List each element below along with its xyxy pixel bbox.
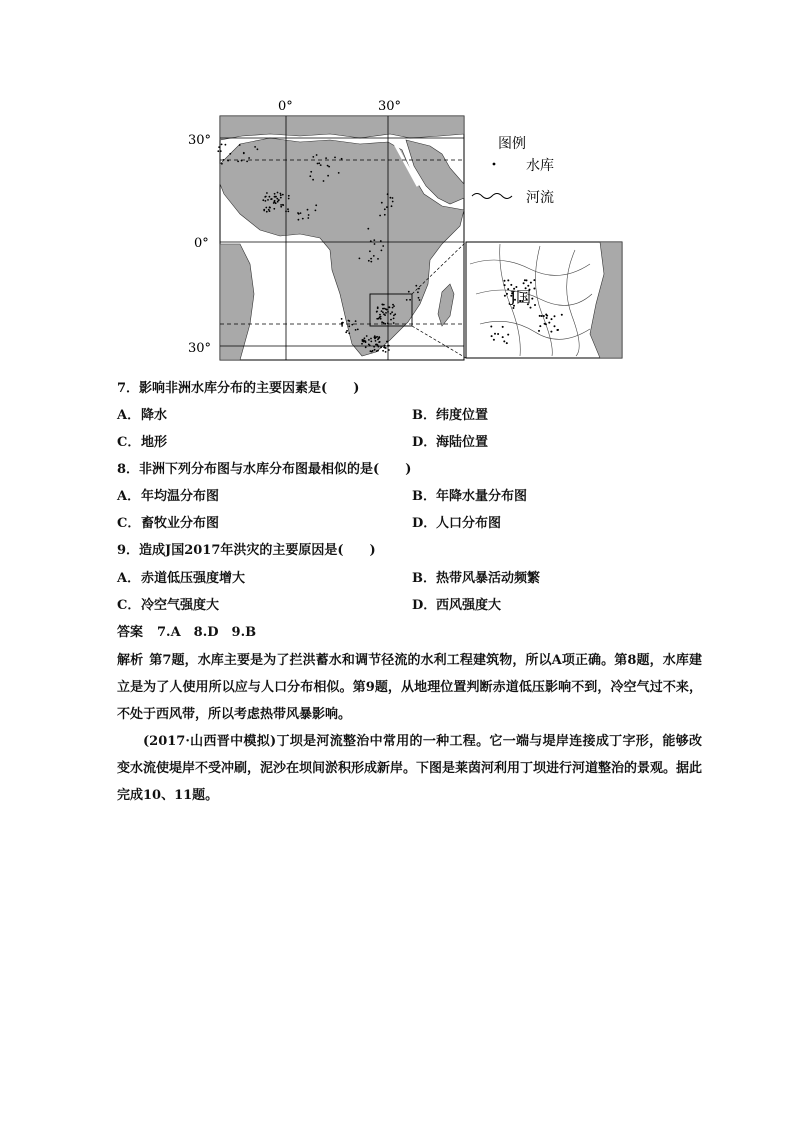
reservoir-dot xyxy=(376,311,378,313)
reservoir-dot xyxy=(298,219,300,221)
reservoir-dot xyxy=(274,200,276,202)
reservoir-dot xyxy=(287,211,289,213)
reservoir-dot xyxy=(378,346,380,348)
inset-reservoir-dot xyxy=(504,280,506,282)
reservoir-dot xyxy=(227,160,229,162)
reservoir-dot xyxy=(315,204,317,206)
inset-reservoir-dot xyxy=(550,331,552,333)
reservoir-dot xyxy=(392,304,394,306)
answer-label: 答案 xyxy=(117,625,144,640)
option-letter: B． xyxy=(412,571,436,586)
reservoir-dot xyxy=(237,161,239,163)
reservoir-dot xyxy=(388,349,390,351)
reservoir-dot xyxy=(270,198,272,200)
lat-label-30s: 30° xyxy=(188,341,212,356)
option-text: 西风强度大 xyxy=(436,598,502,613)
reservoir-dot xyxy=(246,161,248,163)
reservoir-dot xyxy=(248,157,250,159)
inset-reservoir-dot xyxy=(493,339,495,341)
q8-option-d xyxy=(412,515,501,533)
reservoir-dot xyxy=(370,258,372,260)
reservoir-dot xyxy=(223,159,225,161)
reservoir-dot xyxy=(374,335,376,337)
reservoir-dot xyxy=(368,344,370,346)
inset-reservoir-dot xyxy=(557,329,559,331)
reservoir-dot xyxy=(393,318,395,320)
option-letter: A． xyxy=(117,408,141,423)
reservoir-dot xyxy=(239,144,241,146)
reservoir-dot xyxy=(380,316,382,318)
reservoir-dot xyxy=(341,322,343,324)
reservoir-dot xyxy=(385,347,387,349)
option-text: 海陆位置 xyxy=(436,435,489,450)
reservoir-dot xyxy=(367,228,369,230)
option-letter: A． xyxy=(117,571,141,586)
reservoir-dot xyxy=(320,164,322,166)
inset-reservoir-dot xyxy=(507,288,509,290)
reservoir-dot xyxy=(370,350,372,352)
inset-reservoir-dot xyxy=(507,279,509,281)
reservoir-dot xyxy=(217,150,219,152)
reservoir-dot xyxy=(351,324,353,326)
reservoir-dot xyxy=(243,153,245,155)
reservoir-dot xyxy=(276,198,278,200)
reservoir-dot xyxy=(341,158,343,160)
q9-option-d xyxy=(412,597,501,615)
reservoir-dot xyxy=(392,201,394,203)
reservoir-dot xyxy=(280,204,282,206)
lon-label-30: 30° xyxy=(378,99,402,114)
reservoir-dot xyxy=(380,346,382,348)
reservoir-dot xyxy=(300,212,302,214)
reservoir-dot xyxy=(229,153,231,155)
reservoir-dot xyxy=(368,260,370,262)
reservoir-dot xyxy=(280,193,282,195)
reservoir-dot xyxy=(310,171,312,173)
reservoir-dot xyxy=(348,320,350,322)
q9-option-a xyxy=(117,570,245,588)
option-letter: D． xyxy=(412,516,437,531)
inset-reservoir-dot xyxy=(506,293,508,295)
inset-reservoir-dot xyxy=(507,334,509,336)
reservoir-dot xyxy=(392,197,394,199)
reservoir-dot xyxy=(221,163,223,165)
option-text: 纬度位置 xyxy=(436,408,489,423)
reservoir-dot xyxy=(327,175,329,177)
reservoir-dot xyxy=(287,208,289,210)
question-8-stem: 8．非洲下列分布图与水库分布图最相似的是( ) xyxy=(117,462,412,477)
reservoir-dot xyxy=(385,351,387,353)
reservoir-dot xyxy=(382,245,384,247)
reservoir-dot xyxy=(373,346,375,348)
inset-reservoir-dot xyxy=(506,342,508,344)
reservoir-dot xyxy=(225,144,227,146)
reservoir-dot xyxy=(278,199,280,201)
reservoir-dot xyxy=(390,313,392,315)
reservoir-dot xyxy=(308,214,310,216)
reservoir-dot xyxy=(274,196,276,198)
reservoir-dot xyxy=(389,307,391,309)
reservoir-dot xyxy=(241,160,243,162)
reservoir-dot xyxy=(365,340,367,342)
inset-reservoir-dot xyxy=(504,295,506,297)
inset-reservoir-dot xyxy=(531,298,533,300)
reservoir-dot xyxy=(273,208,275,210)
reservoir-dot xyxy=(382,350,384,352)
answer-line xyxy=(117,624,256,642)
reservoir-dot xyxy=(282,204,284,206)
reservoir-dot xyxy=(370,261,372,263)
lon-label-0: 0° xyxy=(278,99,293,114)
reservoir-dot xyxy=(406,299,408,301)
lat-label-0: 0° xyxy=(194,236,209,251)
reservoir-dot xyxy=(381,250,383,252)
reservoir-dot xyxy=(369,250,371,252)
reservoir-dot xyxy=(393,305,395,307)
reservoir-dot xyxy=(387,193,389,195)
reservoir-dot xyxy=(282,194,284,196)
analysis-paragraph xyxy=(117,647,702,728)
answer-text: 7.A 8.D 9.B xyxy=(157,625,257,640)
reservoir-dot xyxy=(348,325,350,327)
reservoir-dot xyxy=(380,318,382,320)
q8-option-b xyxy=(412,488,527,506)
reservoir-dot xyxy=(317,163,319,165)
reservoir-dot xyxy=(409,299,411,301)
reservoir-dot xyxy=(262,199,264,201)
reservoir-dot xyxy=(280,197,282,199)
reservoir-dot xyxy=(373,239,375,241)
reservoir-legend-icon xyxy=(493,163,496,166)
reservoir-dot xyxy=(392,307,394,309)
q8-option-c xyxy=(117,515,219,533)
reservoir-dot xyxy=(288,195,290,197)
q9-option-b xyxy=(412,570,540,588)
reservoir-dot xyxy=(357,329,359,331)
legend-reservoir: 水库 xyxy=(526,158,554,174)
reservoir-dot xyxy=(265,196,267,198)
reservoir-dot xyxy=(277,192,279,194)
reservoir-dot xyxy=(298,213,300,215)
reservoir-dot xyxy=(263,210,265,212)
reservoir-dot xyxy=(328,166,330,168)
inset-reservoir-dot xyxy=(490,326,492,328)
reservoir-dot xyxy=(382,308,384,310)
reservoir-dot xyxy=(384,323,386,325)
lat-label-30n: 30° xyxy=(188,133,212,148)
inset-reservoir-dot xyxy=(543,315,545,317)
reservoir-dot xyxy=(316,154,318,156)
reservoir-dot xyxy=(355,329,357,331)
reservoir-dot xyxy=(221,144,223,146)
reservoir-dot xyxy=(266,192,268,194)
inset-reservoir-dot xyxy=(494,333,496,335)
reservoir-dot xyxy=(391,205,393,207)
option-text: 人口分布图 xyxy=(436,516,502,531)
option-text: 畜牧业分布图 xyxy=(141,516,220,531)
inset-reservoir-dot xyxy=(561,314,563,316)
reservoir-dot xyxy=(341,325,343,327)
inset-reservoir-dot xyxy=(554,325,556,327)
option-letter: D． xyxy=(412,598,437,613)
reservoir-dot xyxy=(408,291,410,293)
reservoir-dot xyxy=(370,338,372,340)
reservoir-dot xyxy=(341,323,343,325)
reservoir-dot xyxy=(315,210,317,212)
reservoir-dot xyxy=(365,346,367,348)
q7-option-d xyxy=(412,434,488,452)
reservoir-dot xyxy=(327,165,329,167)
legend-title: 图例 xyxy=(498,136,526,152)
intro-paragraph: (2017·山西晋中模拟)丁坝是河流整治中常用的一种工程。它一端与堤岸连接成丁字形，能够改变水流使堤岸不受冲刷，泥沙在坝间淤积形成新岸。下图是莱茵河利用丁坝进行河道整治的景观。据此完成10、11题。 xyxy=(117,734,703,803)
option-letter: C． xyxy=(117,598,141,613)
option-text: 赤道低压强度增大 xyxy=(141,571,246,586)
reservoir-dot xyxy=(417,291,419,293)
river-legend-icon xyxy=(472,194,512,199)
reservoir-dot xyxy=(285,211,287,213)
reservoir-dot xyxy=(288,198,290,200)
reservoir-dot xyxy=(375,344,377,346)
reservoir-dot xyxy=(386,206,388,208)
reservoir-dot xyxy=(374,349,376,351)
q9-option-c xyxy=(117,597,219,615)
reservoir-dot xyxy=(338,172,340,174)
reservoir-dot xyxy=(390,197,392,199)
inset-reservoir-dot xyxy=(504,284,506,286)
option-text: 年降水量分布图 xyxy=(436,489,528,504)
reservoir-dot xyxy=(380,240,382,242)
analysis-label: 解析 xyxy=(117,653,144,668)
inset-reservoir-dot xyxy=(491,335,493,337)
reservoir-dot xyxy=(381,202,383,204)
reservoir-dot xyxy=(265,207,267,209)
inset-reservoir-dot xyxy=(502,336,504,338)
reservoir-dot xyxy=(386,341,388,343)
reservoir-dot xyxy=(376,350,378,352)
reservoir-dot xyxy=(385,312,387,314)
reservoir-dot xyxy=(382,311,384,313)
reservoir-dot xyxy=(280,194,282,196)
reservoir-dot xyxy=(346,330,348,332)
inset-reservoir-dot xyxy=(533,288,535,290)
reservoir-dot xyxy=(359,258,361,260)
option-text: 地形 xyxy=(141,435,168,450)
reservoir-dot xyxy=(418,297,420,299)
inset-reservoir-dot xyxy=(512,307,514,309)
q8-option-a xyxy=(117,488,219,506)
reservoir-dot xyxy=(377,258,379,260)
inset-reservoir-dot xyxy=(502,326,504,328)
reservoir-dot xyxy=(393,322,395,324)
inset-map xyxy=(466,242,622,358)
reservoir-dot xyxy=(368,339,370,341)
reservoir-dot xyxy=(274,193,276,195)
reservoir-dot xyxy=(267,199,269,201)
reservoir-dot xyxy=(370,240,372,242)
reservoir-dot xyxy=(377,307,379,309)
inset-reservoir-dot xyxy=(538,330,540,332)
reservoir-dot xyxy=(277,201,279,203)
reservoir-dot xyxy=(269,210,271,212)
reservoir-dot xyxy=(318,162,320,164)
reservoir-dot xyxy=(218,146,220,148)
reservoir-dot xyxy=(312,156,314,158)
reservoir-dot xyxy=(383,322,385,324)
question-9-stem: 9．造成J国2017年洪灾的主要原因是( ) xyxy=(117,543,376,558)
reservoir-dot xyxy=(309,175,311,177)
inset-reservoir-dot xyxy=(530,282,532,284)
reservoir-dot xyxy=(364,337,366,339)
reservoir-dot xyxy=(345,331,347,333)
reservoir-dot xyxy=(265,200,267,202)
reservoir-dot xyxy=(378,318,380,320)
reservoir-dot xyxy=(378,337,380,339)
legend xyxy=(472,136,554,206)
inset-reservoir-dot xyxy=(523,282,525,284)
reservoir-dot xyxy=(383,304,385,306)
reservoir-dot xyxy=(266,211,268,213)
reservoir-dot xyxy=(388,345,390,347)
reservoir-dot xyxy=(393,315,395,317)
inset-reservoir-dot xyxy=(546,317,548,319)
inset-reservoir-dot xyxy=(548,322,550,324)
reservoir-dot xyxy=(415,285,417,287)
option-letter: B． xyxy=(412,489,436,504)
inset-reservoir-dot xyxy=(541,315,543,317)
reservoir-dot xyxy=(257,148,259,150)
inset-reservoir-dot xyxy=(510,284,512,286)
inset-reservoir-dot xyxy=(503,340,505,342)
reservoir-dot xyxy=(379,341,381,343)
reservoir-dot xyxy=(387,322,389,324)
q7-option-c xyxy=(117,434,167,452)
reservoir-dot xyxy=(379,215,381,217)
reservoir-dot xyxy=(386,309,388,311)
inset-reservoir-dot xyxy=(530,307,532,309)
reservoir-dot xyxy=(379,314,381,316)
option-letter: A． xyxy=(117,489,141,504)
legend-river: 河流 xyxy=(526,190,554,206)
reservoir-dot xyxy=(374,243,376,245)
reservoir-dot xyxy=(384,314,386,316)
inset-reservoir-dot xyxy=(533,279,535,281)
reservoir-dot xyxy=(269,206,271,208)
reservoir-dot xyxy=(370,341,372,343)
inset-reservoir-dot xyxy=(554,315,556,317)
reservoir-dot xyxy=(355,320,357,322)
reservoir-dot xyxy=(390,319,392,321)
q7-option-a xyxy=(117,407,167,425)
option-letter: B． xyxy=(412,408,436,423)
reservoir-dot xyxy=(384,208,386,210)
inset-reservoir-dot xyxy=(545,314,547,316)
q7-option-b xyxy=(412,407,488,425)
reservoir-dot xyxy=(269,196,271,198)
inset-reservoir-dot xyxy=(539,315,541,317)
inset-reservoir-dot xyxy=(545,323,547,325)
reservoir-dot xyxy=(418,288,420,290)
option-letter: C． xyxy=(117,435,141,450)
option-text: 冷空气强度大 xyxy=(141,598,220,613)
reservoir-dot xyxy=(381,310,383,312)
option-text: 降水 xyxy=(141,408,168,423)
inset-reservoir-dot xyxy=(534,304,536,306)
question-7-stem: 7．影响非洲水库分布的主要因素是( ) xyxy=(117,381,360,396)
inset-reservoir-dot xyxy=(526,279,528,281)
reservoir-dot xyxy=(391,311,393,313)
reservoir-dot xyxy=(302,218,304,220)
africa-reservoir-map xyxy=(180,94,630,366)
reservoir-dot xyxy=(375,340,377,342)
reservoir-dot xyxy=(384,214,386,216)
reservoir-dot xyxy=(325,157,327,159)
analysis-text: 第7题，水库主要是为了拦洪蓄水和调节径流的水利工程建筑物，所以A项正确。第8题，水库建立是为了人使用所以应与人口分布相似。第9题，从地理位置判断赤道低压影响不到，冷空气过不来，不处于西风带，所以考虑热带风暴影响。 xyxy=(117,653,702,722)
reservoir-dot xyxy=(419,299,421,301)
reservoir-dot xyxy=(334,157,336,159)
reservoir-dot xyxy=(323,180,325,182)
inset-reservoir-dot xyxy=(551,318,553,320)
inset-reservoir-dot xyxy=(497,333,499,335)
reservoir-dot xyxy=(220,150,222,152)
reservoir-dot xyxy=(361,343,363,345)
reservoir-dot xyxy=(254,146,256,148)
reservoir-dot xyxy=(363,339,365,341)
reservoir-dot xyxy=(348,332,350,334)
reservoir-dot xyxy=(366,335,368,337)
option-letter: C． xyxy=(117,516,141,531)
reservoir-dot xyxy=(341,318,343,320)
option-text: 年均温分布图 xyxy=(141,489,220,504)
option-text: 热带风暴活动频繁 xyxy=(436,571,541,586)
inset-label: J国 xyxy=(510,288,532,306)
reservoir-dot xyxy=(384,345,386,347)
option-letter: D． xyxy=(412,435,437,450)
reservoir-dot xyxy=(387,311,389,313)
reservoir-dot xyxy=(312,179,314,181)
reservoir-dot xyxy=(307,209,309,211)
inset-reservoir-dot xyxy=(539,325,541,327)
reservoir-dot xyxy=(373,255,375,257)
inset-reservoir-dot xyxy=(527,285,529,287)
reservoir-dot xyxy=(307,217,309,219)
reservoir-dot xyxy=(280,206,282,208)
